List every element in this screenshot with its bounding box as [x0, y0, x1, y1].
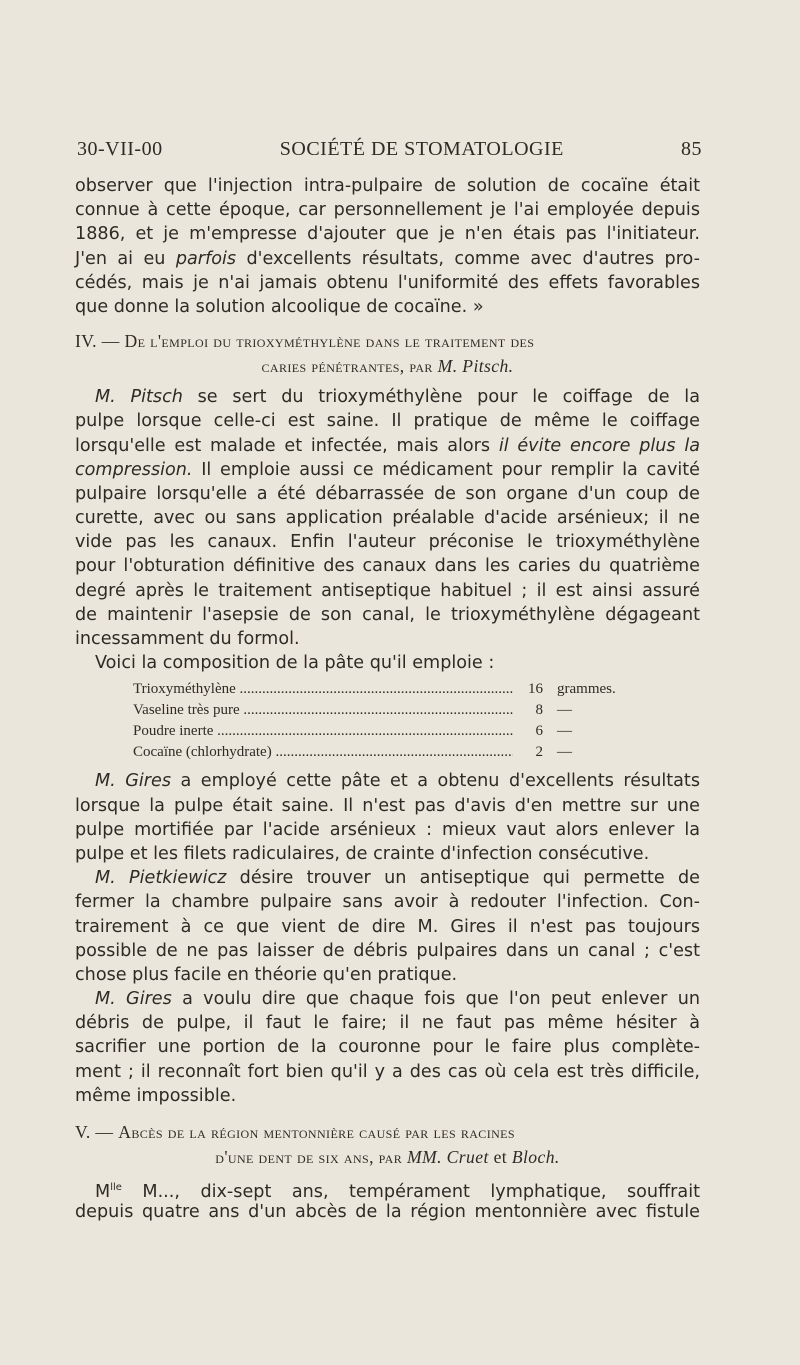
text-line: M. Gires a voulu dire que chaque fois que l'on peut enlever un: [95, 989, 700, 1010]
ingredient-name: Cocaïne (chlorhydrate) .....: [133, 742, 513, 763]
ingredient-quantity: 2: [513, 742, 543, 763]
paragraph-quote-end: [75, 174, 700, 319]
ingredient-unit: grammes.: [557, 679, 616, 700]
ingredient-quantity: 6: [513, 721, 543, 742]
text-line: $M^{lle}$ M..., dix-sept ans, tempérament lymphatique, souffrait: [95, 1181, 700, 1202]
text-line: vide pas les canaux. Enfin l'auteur préconise le trioxyméthylène: [75, 532, 700, 553]
text-line: de maintenir l'asepsie de son canal, le trioxyméthylène dégageant: [75, 604, 700, 625]
text-line: possible de ne pas laisser de débris pulpaires dans un canal ; c'est: [75, 940, 700, 961]
text-line: curette, avec ou sans application préalable d'acide arsénieux; il ne: [75, 508, 700, 529]
text-line: J'en ai eu parfois d'excellents résultats, comme avec d'autres pro-: [75, 248, 700, 269]
page-body: [75, 174, 700, 1224]
ingredient-unit: —: [557, 700, 572, 721]
text-line: sacrifier une portion de la couronne pour le faire plus complète-: [75, 1037, 700, 1058]
recipe-row: [75, 700, 700, 721]
text-line: même impossible.: [75, 1085, 237, 1106]
text-line: M. Gires a employé cette pâte et a obtenu d'excellents résultats: [95, 771, 700, 792]
ingredient-name: Vaseline très pure .....: [133, 700, 513, 721]
section-title-line: V. — Abcès de la région mentonnière causé par les racines: [75, 1122, 515, 1142]
section-heading-iv: [75, 329, 700, 379]
section-title-line: caries pénétrantes, par M. Pitsch.: [261, 356, 514, 377]
section-title-line: d'une dent de six ans, par MM. Cruet et Bloch.: [215, 1147, 560, 1167]
recipe-row: [75, 679, 700, 700]
text-line: chose plus facile en théorie qu'en pratique.: [75, 964, 458, 985]
recipe-row: [75, 721, 700, 742]
ingredient-name: Trioxyméthylène .....: [133, 679, 513, 700]
text-line: incessamment du formol.: [75, 629, 300, 649]
paragraph-pietkiewicz: [75, 866, 700, 987]
text-line: depuis quatre ans d'un abcès de la région mentonnière avec fistule: [75, 1202, 700, 1223]
paragraph-gires-1: [75, 769, 700, 866]
text-line: pulpaire lorsqu'elle a été débarrassée de son organe d'un coup de: [75, 483, 700, 504]
paragraph-gires-2: [75, 987, 700, 1108]
ingredient-unit: —: [557, 742, 572, 763]
text-line: trairement à ce que vient de dire M. Gires il n'est pas toujours: [75, 916, 700, 937]
text-line: connue à cette époque, car personnellement je l'ai employée depuis: [75, 200, 700, 221]
recipe-row: [75, 742, 700, 763]
paragraph-pitsch: [75, 385, 700, 675]
ingredient-name: Poudre inerte .....: [133, 721, 513, 742]
text-line: débris de pulpe, il faut le faire; il ne faut pas même hésiter à: [75, 1013, 700, 1034]
section-title-line: IV. — De l'emploi du trioxyméthylène dans le traitement des: [75, 331, 535, 352]
header-date: 30-VII-00: [77, 138, 163, 160]
text-line: compression. Il emploie aussi ce médicament pour remplir la cavité: [75, 459, 700, 480]
text-line: pulpe mortifiée par l'acide arsénieux : mieux vaut alors enlever la: [75, 819, 700, 840]
running-header: [77, 138, 702, 161]
text-line: fermer la chambre pulpaire sans avoir à redouter l'infection. Con-: [75, 892, 700, 913]
header-title: SOCIÉTÉ DE STOMATOLOGIE: [279, 138, 564, 160]
text-line: que donne la solution alcoolique de cocaïne. »: [75, 296, 484, 317]
text-line: pulpe et les filets radiculaires, de crainte d'infection consécutive.: [75, 843, 650, 864]
paragraph-case: [75, 1176, 700, 1224]
page-number: 85: [681, 138, 702, 160]
ingredient-quantity: 8: [513, 700, 543, 721]
text-line: pour l'obturation définitive des canaux dans les caries du quatrième: [75, 556, 700, 577]
text-line: ment ; il reconnaît fort bien qu'il y a des cas où cela est très difficile,: [75, 1061, 700, 1082]
section-heading-v: [75, 1120, 700, 1170]
ingredient-unit: —: [557, 721, 572, 742]
recipe-table: [75, 679, 700, 763]
text-line: M. Pietkiewicz désire trouver un antiseptique qui permette de: [95, 868, 701, 889]
text-line: Voici la composition de la pâte qu'il emploie :: [95, 653, 495, 674]
text-line: cédés, mais je n'ai jamais obtenu l'uniformité des effets favorables: [75, 272, 700, 293]
ingredient-quantity: 16: [513, 679, 543, 700]
text-line: pulpe lorsque celle-ci est saine. Il pratique de même le coiffage: [75, 411, 700, 432]
text-line: 1886, et je m'empresse d'ajouter que je n'en étais pas l'initiateur.: [75, 224, 700, 245]
text-line: lorsqu'elle est malade et infectée, mais alors il évite encore plus la: [75, 435, 700, 456]
text-line: degré après le traitement antiseptique habituel ; il est ainsi assuré: [75, 580, 700, 601]
text-line: M. Pitsch se sert du trioxyméthylène pour le coiffage de la: [95, 387, 700, 408]
text-line: lorsque la pulpe était saine. Il n'est pas d'avis d'en mettre sur une: [75, 795, 700, 816]
text-line: observer que l'injection intra-pulpaire de solution de cocaïne était: [75, 176, 700, 196]
